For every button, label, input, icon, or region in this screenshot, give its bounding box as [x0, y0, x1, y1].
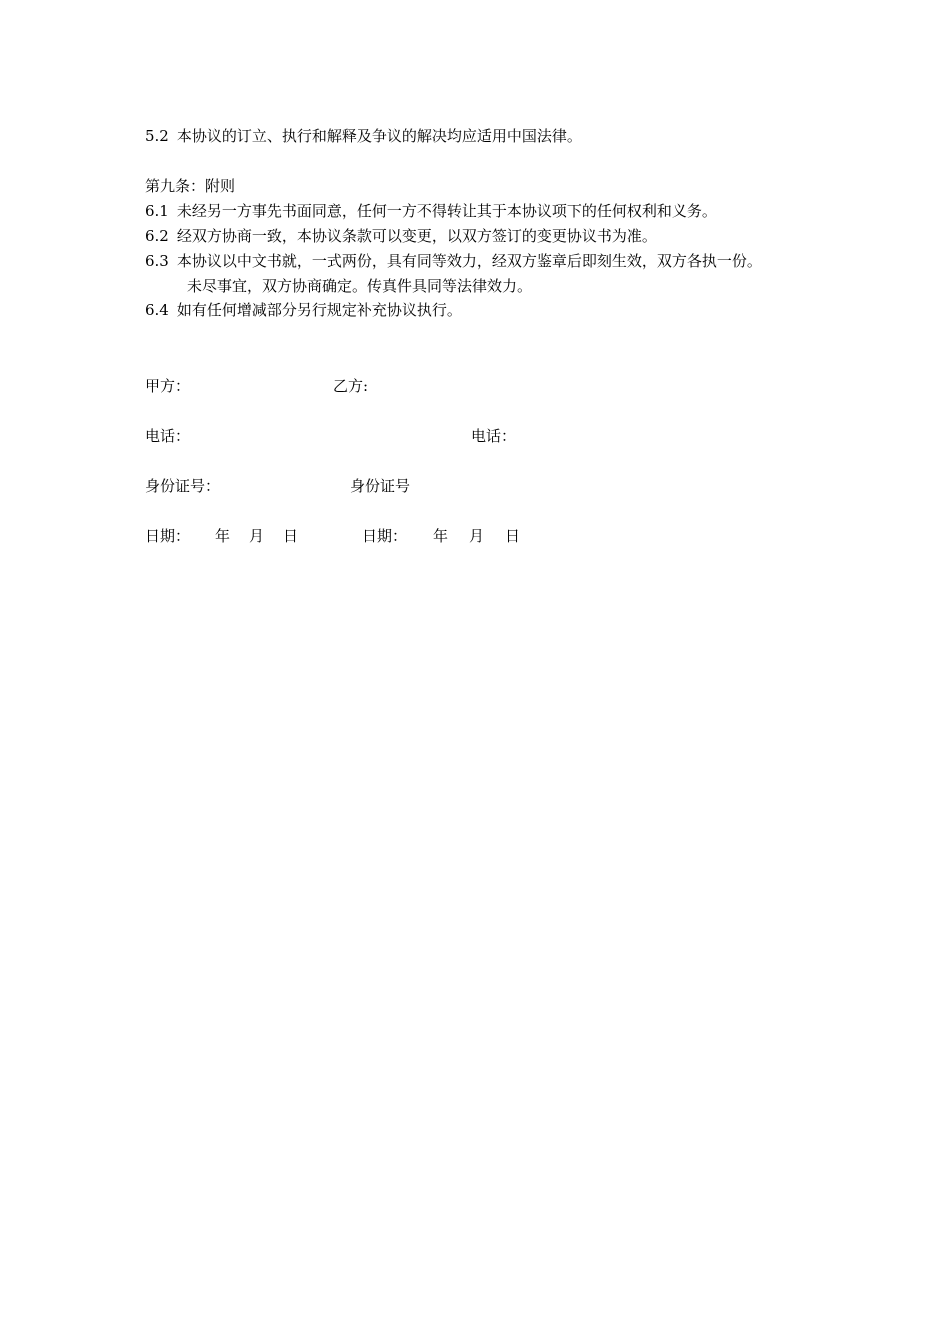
clause-text: 本协议的订立、执行和解释及争议的解决均应适用中国法律。 — [176, 127, 582, 145]
clause-number: 6.1 — [145, 202, 169, 220]
id-b-label: 身份证号 — [350, 477, 411, 495]
date-a-day: 日 — [283, 527, 299, 545]
party-b-label: 乙方: — [333, 377, 369, 395]
date-a-year: 年 — [215, 527, 231, 545]
clause-number: 5.2 — [145, 127, 169, 145]
clause-text: 如有任何增减部分另行规定补充协议执行。 — [176, 301, 462, 319]
clause-6-3 — [145, 249, 762, 274]
clause-6-3-continuation: 未尽事宜，双方协商确定。传真件具同等法律效力。 — [187, 277, 533, 295]
clause-6-1 — [145, 199, 717, 224]
phone-a-label: 电话： — [145, 427, 191, 445]
clause-6-4 — [145, 298, 462, 323]
id-a-label: 身份证号： — [145, 477, 221, 495]
clause-number: 6.3 — [145, 252, 169, 270]
section-title: 第九条：附则 — [145, 177, 236, 195]
phone-b-label: 电话： — [471, 427, 517, 445]
clause-text: 未经另一方事先书面同意，任何一方不得转让其于本协议项下的任何权利和义务。 — [176, 202, 717, 220]
clause-text: 本协议以中文书就，一式两份，具有同等效力，经双方鉴章后即刻生效，双方各执一份。 — [176, 252, 762, 270]
date-b-day: 日 — [505, 527, 521, 545]
clause-number: 6.2 — [145, 227, 169, 245]
date-b-year: 年 — [433, 527, 449, 545]
date-b-label: 日期： — [362, 527, 408, 545]
clause-number: 6.4 — [145, 301, 169, 319]
clause-text: 经双方协商一致，本协议条款可以变更，以双方签订的变更协议书为准。 — [176, 227, 657, 245]
clause-6-2 — [145, 224, 657, 249]
date-a-month: 月 — [249, 527, 265, 545]
clause-5-2 — [145, 124, 582, 149]
date-b-month: 月 — [469, 527, 485, 545]
date-a-label: 日期： — [145, 527, 191, 545]
party-a-label: 甲方： — [145, 377, 191, 395]
